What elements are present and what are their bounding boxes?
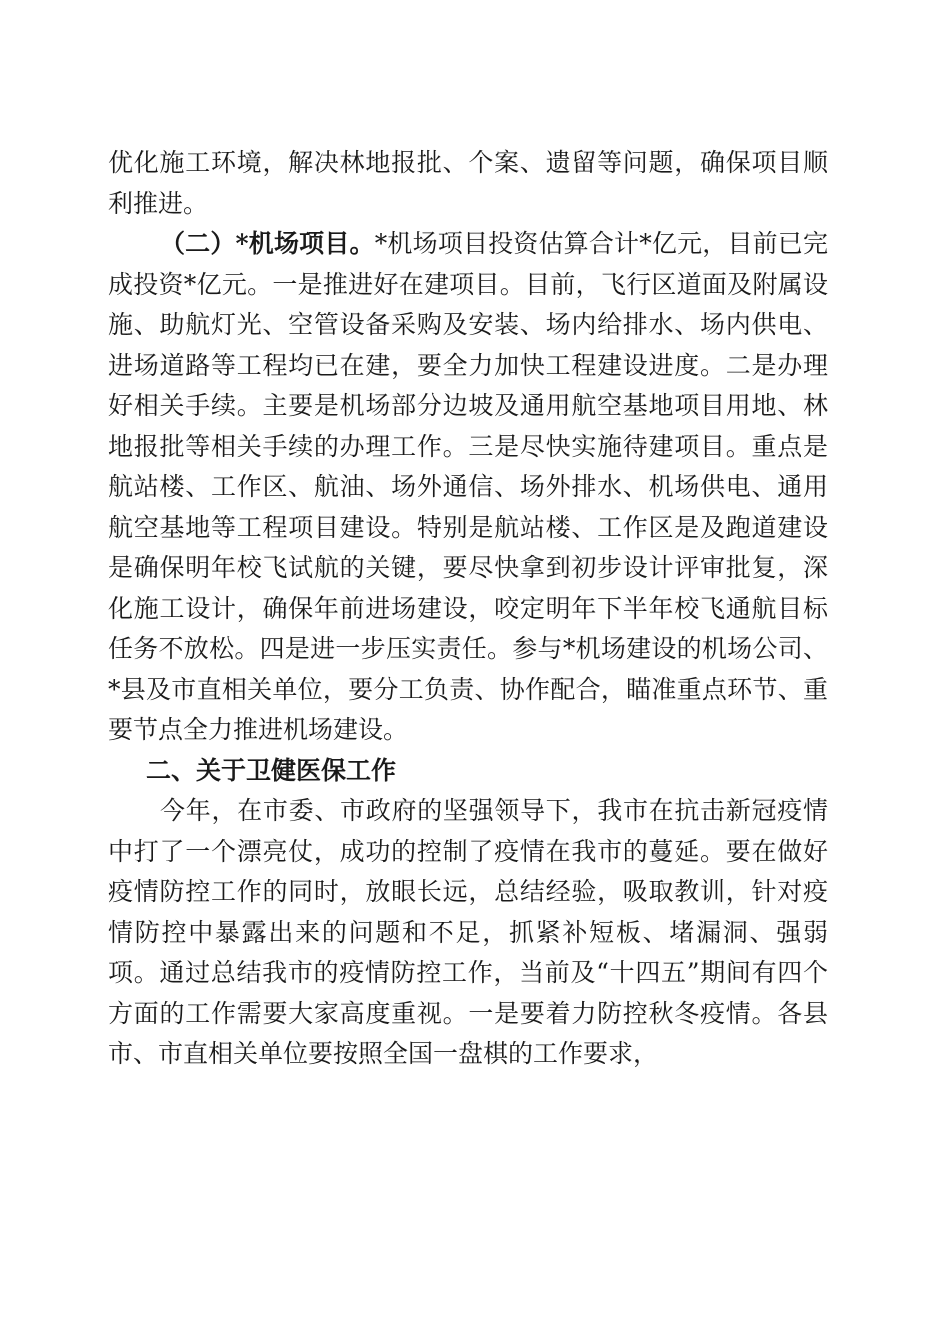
airport-project-body: *机场项目投资估算合计*亿元，目前已完成投资*亿元。一是推进好在建项目。目前，飞行区道面及附属设施、助航灯光、空管设备采购及安装、场内给排水、场内供电、进场道路等工程均已在建，要全力加快工程建设进度。二是办理好相关手续。主要是机场部分边坡及通用航空基地项目用地、林地报批等相关手续的办理工作。三是尽快实施待建项目。重点是航站楼、工作区、航油、场外通信、场外排水、机场供电、通用航空基地等工程项目建设。特别是航站楼、工作区是及跑道建设是确保明年校飞试航的关键，要尽快拿到初步设计评审批复，深化施工设计，确保年前进场建设，咬定明年下半年校飞通航目标任务不放松。四是进一步压实责任。参与*机场建设的机场公司、*县及市直相关单位，要分工负责、协作配合，瞄准重点环节、重要节点全力推进机场建设。 — [108, 229, 828, 744]
paragraph-airport-project — [108, 224, 828, 751]
paragraph-health-work: 今年，在市委、市政府的坚强领导下，我市在抗击新冠疫情中打了一个漂亮仗，成功的控制了疫情在我市的蔓延。要在做好疫情防控工作的同时，放眼长远，总结经验，吸取教训，针对疫情防控中暴露出来的问题和不足，抓紧补短板、堵漏洞、强弱项。通过总结我市的疫情防控工作，当前及“十四五”期间有四个方面的工作需要大家高度重视。一是要着力防控秋冬疫情。各县市、市直相关单位要按照全国一盘棋的工作要求， — [108, 796, 828, 1068]
section-heading-health: 二、关于卫健医保工作 — [146, 755, 397, 785]
document-body — [108, 143, 828, 1075]
paragraph-continuation: 优化施工环境，解决林地报批、个案、遗留等问题，确保项目顺利推进。 — [108, 148, 828, 218]
subsection-heading-airport: （二）*机场项目。 — [160, 229, 375, 258]
